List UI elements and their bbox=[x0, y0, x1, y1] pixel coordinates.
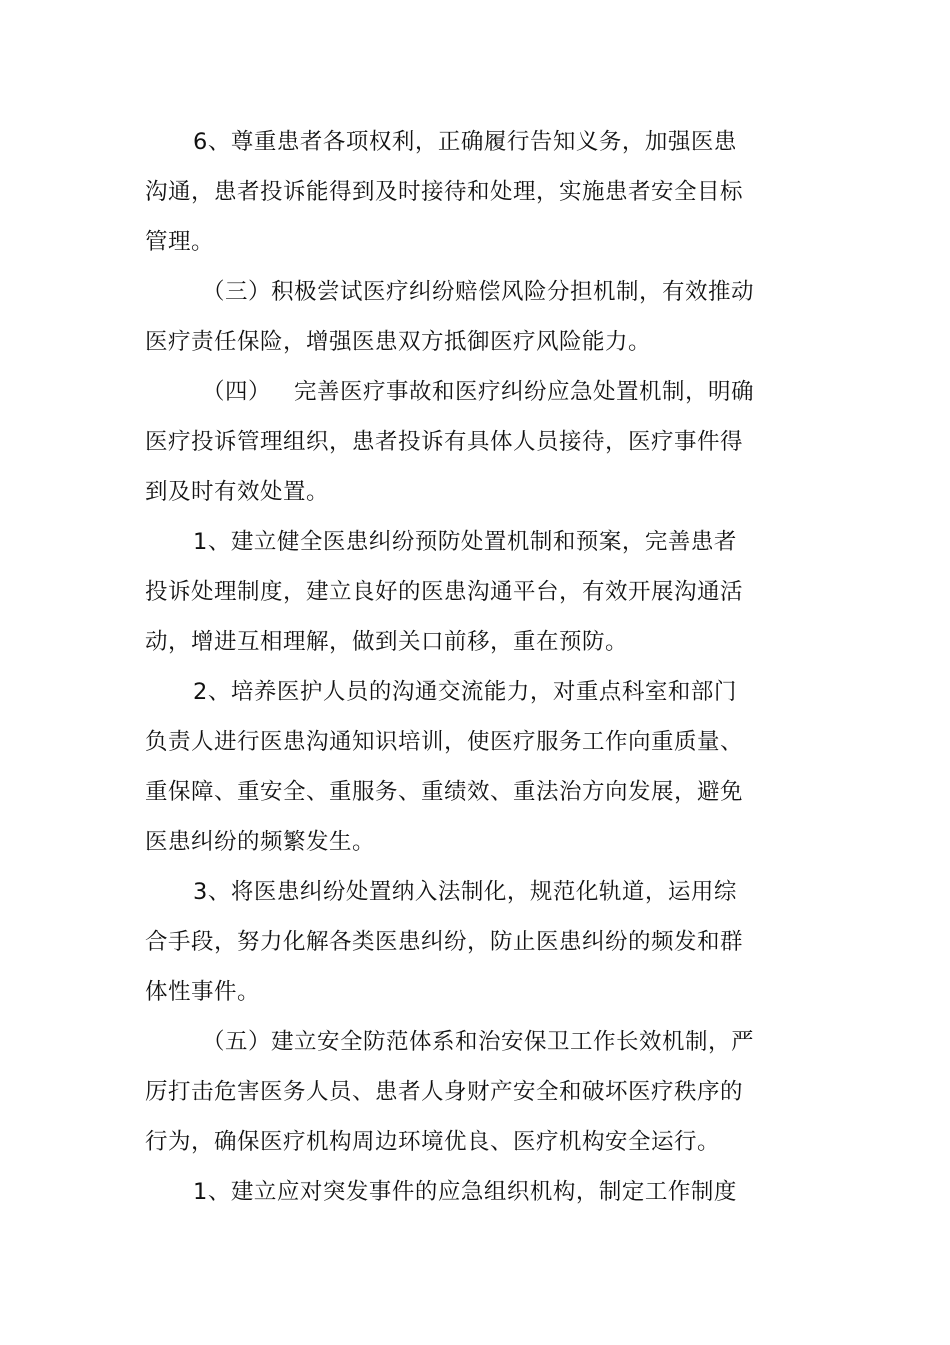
text-line: 1、建立健全医患纠纷预防处置机制和预案，完善患者 bbox=[193, 529, 737, 555]
text-line: 6、尊重患者各项权利，正确履行告知义务，加强医患 bbox=[193, 129, 737, 155]
text-line: （四） 完善医疗事故和医疗纠纷应急处置机制，明确 bbox=[202, 379, 754, 405]
text-line: （五）建立安全防范体系和治安保卫工作长效机制，严 bbox=[202, 1029, 755, 1055]
text-line: 医疗投诉管理组织，患者投诉有具体人员接待，医疗事件得 bbox=[145, 429, 744, 455]
text-line: 体性事件。 bbox=[145, 979, 261, 1005]
text-line: 重保障、重安全、重服务、重绩效、重法治方向发展，避免 bbox=[145, 779, 744, 805]
text-line: 行为，确保医疗机构周边环境优良、医疗机构安全运行。 bbox=[145, 1129, 721, 1155]
text-line: 沟通，患者投诉能得到及时接待和处理，实施患者安全目标 bbox=[145, 179, 744, 205]
text-line: 动，增进互相理解，做到关口前移，重在预防。 bbox=[145, 629, 629, 655]
text-line: （三）积极尝试医疗纠纷赔偿风险分担机制，有效推动 bbox=[202, 279, 755, 305]
text-line: 负责人进行医患沟通知识培训，使医疗服务工作向重质量、 bbox=[145, 729, 744, 755]
text-line: 到及时有效处置。 bbox=[145, 479, 330, 505]
text-line: 投诉处理制度，建立良好的医患沟通平台，有效开展沟通活 bbox=[145, 579, 744, 605]
text-line: 医疗责任保险，增强医患双方抵御医疗风险能力。 bbox=[145, 329, 652, 355]
text-line: 管理。 bbox=[145, 229, 215, 255]
text-line: 3、将医患纠纷处置纳入法制化，规范化轨道，运用综 bbox=[193, 879, 737, 905]
text-line: 2、培养医护人员的沟通交流能力，对重点科室和部门 bbox=[193, 679, 737, 705]
text-line: 厉打击危害医务人员、患者人身财产安全和破坏医疗秩序的 bbox=[145, 1079, 744, 1105]
text-line: 合手段，努力化解各类医患纠纷，防止医患纠纷的频发和群 bbox=[145, 929, 744, 955]
text-line: 1、建立应对突发事件的应急组织机构，制定工作制度 bbox=[193, 1179, 737, 1205]
text-line: 医患纠纷的频繁发生。 bbox=[145, 829, 376, 855]
